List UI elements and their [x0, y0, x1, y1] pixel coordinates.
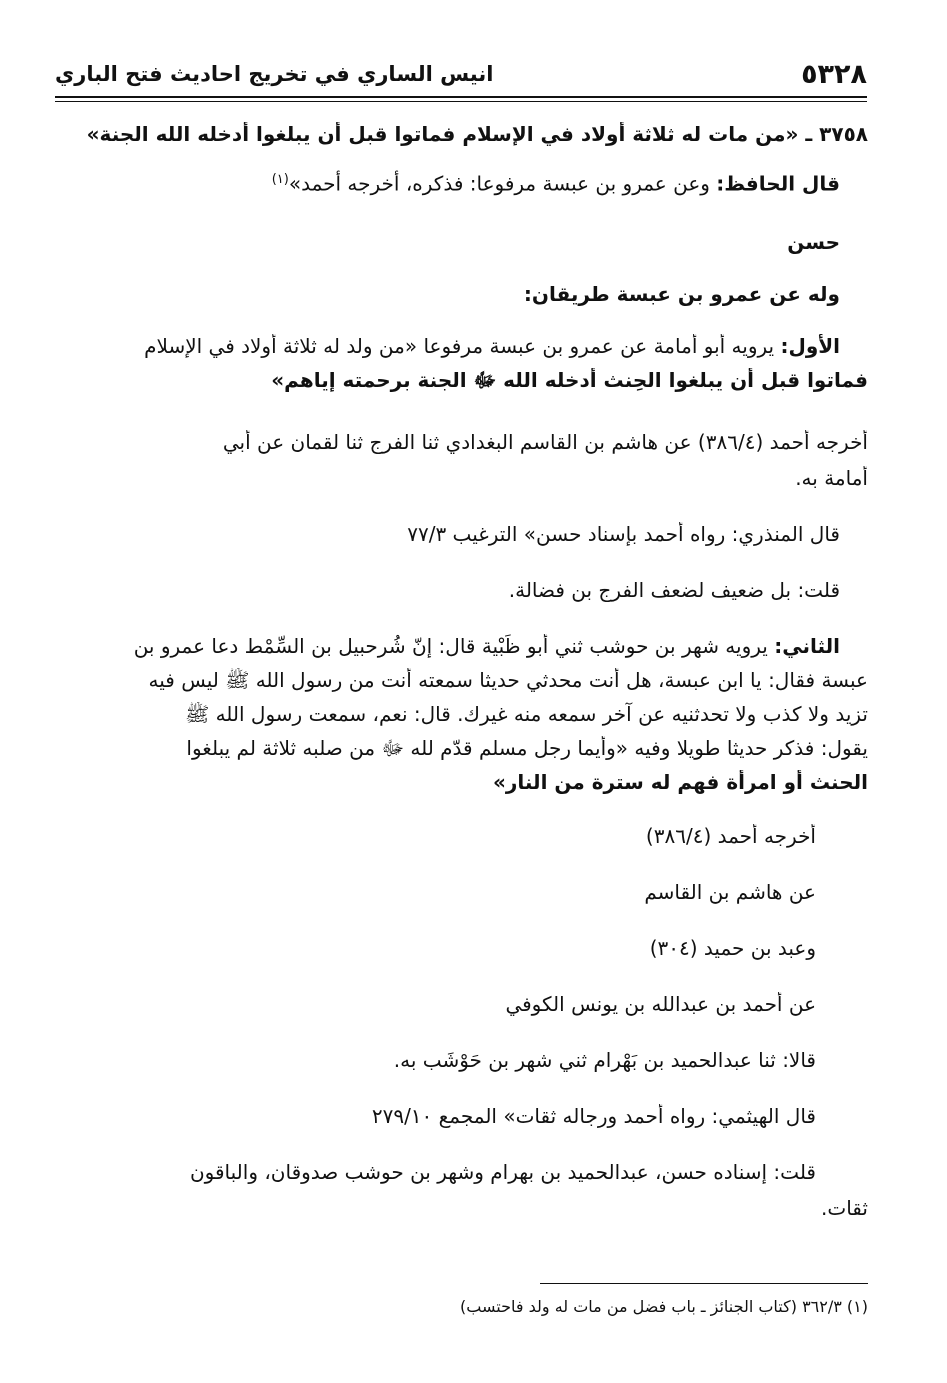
second-way-line-2: عبسة فقال: يا ابن عبسة، هل أنت محدثي حديثا سمعته أنت من رسول الله ﷺ ليس فيه [148, 667, 868, 692]
second-text-1: يرويه شهر بن حوشب ثني أبو ظَبْية قال: إنّ شُرحبيل بن السِّمْط دعا عمرو بن [133, 633, 768, 658]
second-label: الثاني: [774, 633, 840, 658]
first-takhrij-1: أخرجه أحمد (٣٨٦/٤) عن هاشم بن القاسم البغدادي ثنا الفرج ثنا لقمان عن أبي [222, 429, 868, 454]
second-way-line-5: الحنث أو امرأة فهم له سترة من النار» [492, 769, 868, 794]
footnote-ref: (١) [271, 172, 289, 187]
second-way-line-4: يقول: فذكر حديثا طويلا وفيه «وأيما رجل مسلم قدّم لله ﷻ من صلبه ثلاثة لم يبلغوا [186, 735, 868, 760]
footnote-divider [540, 1283, 868, 1284]
page-header [55, 52, 867, 98]
first-label: الأول: [780, 333, 840, 358]
hafiz-label: قال الحافظ: [716, 171, 840, 196]
main-text [62, 108, 868, 1220]
an-hashim: عن هاشم بن القاسم [644, 879, 816, 904]
two-ways: وله عن عمرو بن عبسة طريقان: [523, 281, 840, 306]
footnote: (١) ٣٦٢/٣ (كتاب الجنائز ـ باب فضل من مات له ولد فاحتسب) [460, 1297, 868, 1316]
first-takhrij-2: أمامة به. [795, 465, 868, 490]
mundhiri-line: قال المنذري: رواه أحمد بإسناد حسن» الترغيب ٧٧/٣ [407, 521, 840, 546]
qultu-line-1: قلت: بل ضعيف لضعف الفرج بن فضالة. [508, 577, 840, 602]
hafiz-text: وعن عمرو بن عبسة مرفوعا: فذكره، أخرجه أحمد» [288, 171, 710, 196]
takhrij-ahmad: أخرجه أحمد (٣٨٦/٤) [645, 823, 816, 848]
abd-humaid: وعبد بن حميد (٣٠٤) [649, 935, 816, 960]
first-way-line-2: فماتوا قبل أن يبلغوا الحِنث أدخله الله ﷻ الجنة برحمته إياهم» [271, 367, 868, 392]
qala-line: قالا: ثنا عبدالحميد بن بَهْرام ثني شهر بن حَوْشَب به. [393, 1047, 816, 1072]
qultu-line-2a: قلت: إسناده حسن، عبدالحميد بن بهرام وشهر بن حوشب صدوقان، والباقون [189, 1159, 816, 1184]
second-way-line-3: تزيد ولا كذب ولا تحدثنيه عن آخر سمعه منه غيرك. قال: نعم، سمعت رسول الله ﷺ [185, 701, 868, 726]
second-way-line-1 [62, 634, 868, 658]
hadith-title: ٣٧٥٨ ـ «من مات له ثلاثة أولاد في الإسلام فماتوا قبل أن يبلغوا أدخله الله الجنة» [86, 122, 868, 146]
hafiz-line [62, 168, 868, 196]
first-way-line-1 [62, 334, 868, 358]
page-number: ٥٣٢٨ [801, 58, 867, 90]
haythami-line: قال الهيثمي: رواه أحمد ورجاله ثقات» المجمع ٢٧٩/١٠ [371, 1103, 816, 1128]
first-text-1: يرويه أبو أمامة عن عمرو بن عبسة مرفوعا «من ولد له ثلاثة أولاد في الإسلام [144, 333, 775, 358]
qultu-line-2b: ثقات. [821, 1195, 868, 1220]
running-title: انيس الساري في تخريج احاديث فتح الباري [55, 62, 494, 86]
grade: حسن [787, 229, 840, 254]
an-ahmad: عن أحمد بن عبدالله بن يونس الكوفي [505, 991, 816, 1016]
